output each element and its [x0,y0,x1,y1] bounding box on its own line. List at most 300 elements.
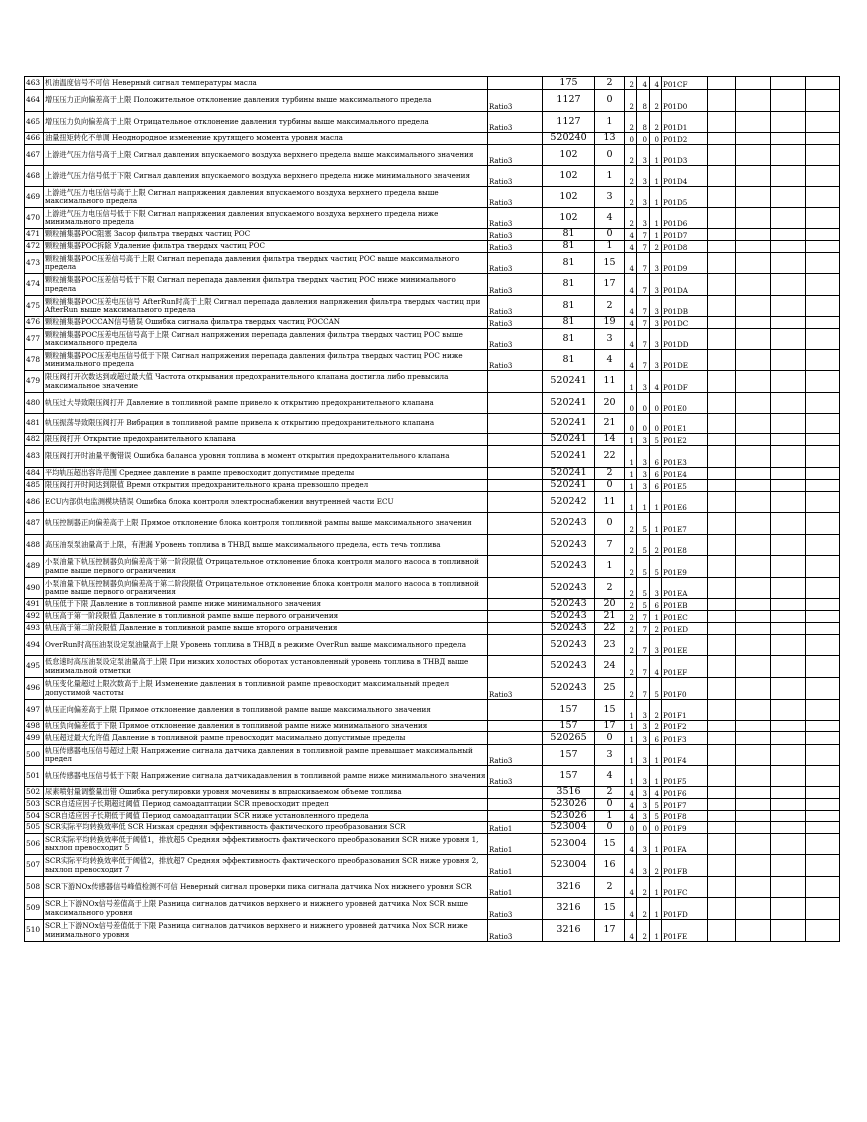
row-number: 475 [25,296,44,317]
row-number: 464 [25,90,44,112]
empty-cell [771,535,806,556]
fault-code: P01E3 [662,446,708,468]
table-row [25,187,840,208]
flag-c: 1 [650,492,662,513]
empty-cell [806,253,840,274]
table-row [25,811,840,822]
fault-code: P01D1 [662,112,708,133]
flag-b: 3 [637,766,650,787]
fmi: 4 [595,208,625,229]
flag-a: 2 [625,623,637,635]
ratio: Ratio3 [488,678,543,700]
row-number: 487 [25,513,44,535]
fmi: 1 [595,112,625,133]
flag-a: 4 [625,877,637,898]
fault-code: P01EA [662,578,708,599]
spn: 520243 [543,578,595,599]
empty-cell [708,492,736,513]
flag-a: 4 [625,787,637,799]
empty-cell [736,145,771,166]
flag-b: 5 [637,556,650,578]
flag-c: 5 [650,678,662,700]
empty-cell [736,329,771,350]
flag-b: 7 [637,317,650,329]
flag-b: 3 [637,145,650,166]
row-number: 494 [25,635,44,656]
empty-cell [736,90,771,112]
empty-cell [771,434,806,446]
empty-cell [806,556,840,578]
flag-b: 8 [637,112,650,133]
table-row [25,317,840,329]
flag-a: 4 [625,296,637,317]
fmi: 3 [595,745,625,766]
ratio: Ratio3 [488,241,543,253]
empty-cell [708,766,736,787]
description: 轨压传感器电压信号低于下限 Напряжение сигнала датчикадавления в топливной рампе ниже минимального значения [44,766,488,787]
spn: 81 [543,350,595,371]
empty-cell [708,721,736,732]
description: 轨压超过最大允许值 Давление в топливной рампе превосходит масимально допустимые пределы [44,732,488,745]
flag-b: 3 [637,434,650,446]
empty-cell [806,799,840,811]
table-row [25,492,840,513]
empty-cell [806,599,840,611]
spn: 102 [543,145,595,166]
empty-cell [806,877,840,898]
empty-cell [708,535,736,556]
table-row [25,446,840,468]
empty-cell [708,393,736,414]
empty-cell [771,274,806,296]
empty-cell [771,855,806,877]
flag-a: 2 [625,187,637,208]
ratio [488,556,543,578]
empty-cell [806,513,840,535]
empty-cell [771,513,806,535]
flag-b: 5 [637,513,650,535]
empty-cell [736,578,771,599]
empty-cell [771,611,806,623]
empty-cell [708,920,736,942]
fmi: 16 [595,855,625,877]
empty-cell [736,241,771,253]
empty-cell [708,274,736,296]
table-row [25,208,840,229]
flag-c: 0 [650,133,662,145]
description: 颗粒捕集器POC压差电压信号高于上限 Сигнал напряжения перепада давления фильтра твердых частиц POC выше максимального предела [44,329,488,350]
table-row [25,468,840,480]
empty-cell [806,898,840,920]
spn: 157 [543,766,595,787]
fault-code: P01DE [662,350,708,371]
flag-a: 4 [625,920,637,942]
empty-cell [806,480,840,492]
description: 颗粒捕集器POC阻塞 Засор фильтра твердых частиц POC [44,229,488,241]
flag-b: 7 [637,350,650,371]
empty-cell [771,920,806,942]
description: 颗粒捕集器POC压差电压信号 AfterRun时高于上限 Сигнал перепада давления напряжения фильтра твердых частиц при AfterRun выше максимального предела [44,296,488,317]
flag-b: 0 [637,393,650,414]
flag-c: 1 [650,208,662,229]
empty-cell [806,371,840,393]
empty-cell [708,611,736,623]
table-row [25,822,840,834]
fmi: 14 [595,434,625,446]
table-row [25,678,840,700]
flag-b: 0 [637,822,650,834]
flag-b: 5 [637,535,650,556]
flag-b: 7 [637,229,650,241]
flag-a: 2 [625,635,637,656]
empty-cell [708,296,736,317]
empty-cell [771,787,806,799]
flag-c: 6 [650,732,662,745]
row-number: 470 [25,208,44,229]
flag-a: 2 [625,166,637,187]
table-row [25,90,840,112]
empty-cell [771,877,806,898]
fmi: 2 [595,468,625,480]
empty-cell [736,787,771,799]
table-row [25,393,840,414]
fmi: 4 [595,766,625,787]
spn: 520243 [543,656,595,678]
empty-cell [771,371,806,393]
description: 轨压振荡导致限压阀打开 Вибрация в топливной рампе привела к открытию предохранительного клапана [44,414,488,434]
empty-cell [708,513,736,535]
flag-c: 2 [650,90,662,112]
table-row [25,578,840,599]
empty-cell [771,296,806,317]
fmi: 0 [595,822,625,834]
table-row [25,799,840,811]
fmi: 0 [595,229,625,241]
flag-a: 4 [625,799,637,811]
flag-b: 3 [637,811,650,822]
ratio [488,721,543,732]
fmi: 25 [595,678,625,700]
empty-cell [736,700,771,721]
spn: 102 [543,187,595,208]
flag-a: 1 [625,700,637,721]
empty-cell [736,274,771,296]
flag-c: 1 [650,877,662,898]
flag-c: 6 [650,446,662,468]
ratio: Ratio3 [488,112,543,133]
flag-c: 3 [650,635,662,656]
empty-cell [708,877,736,898]
spn: 1127 [543,90,595,112]
spn: 3216 [543,920,595,942]
flag-a: 2 [625,77,637,90]
flag-b: 3 [637,480,650,492]
empty-cell [708,745,736,766]
empty-cell [771,578,806,599]
empty-cell [806,721,840,732]
empty-cell [736,556,771,578]
spn: 520243 [543,678,595,700]
empty-cell [708,480,736,492]
ratio [488,468,543,480]
description: 上游进气压力电压信号高于上限 Сигнал напряжения давления впускаемого воздуха верхнего предела выше максимального предела [44,187,488,208]
description: 限压阀打开次数达到或超过最大值 Частота открывания предохранительного клапана достигла либо превысила максимальное значение [44,371,488,393]
flag-b: 7 [637,274,650,296]
empty-cell [708,468,736,480]
flag-c: 3 [650,578,662,599]
flag-c: 3 [650,253,662,274]
fmi: 17 [595,920,625,942]
fmi: 20 [595,599,625,611]
flag-c: 6 [650,599,662,611]
row-number: 489 [25,556,44,578]
spn: 520241 [543,480,595,492]
table-row [25,623,840,635]
flag-c: 2 [650,623,662,635]
fault-code: P01EE [662,635,708,656]
spn: 523004 [543,834,595,855]
flag-a: 4 [625,855,637,877]
fault-code: P01D2 [662,133,708,145]
fmi: 2 [595,77,625,90]
ratio: Ratio1 [488,855,543,877]
row-number: 469 [25,187,44,208]
row-number: 479 [25,371,44,393]
fmi: 0 [595,799,625,811]
flag-c: 0 [650,414,662,434]
row-number: 495 [25,656,44,678]
empty-cell [736,799,771,811]
empty-cell [708,241,736,253]
row-number: 503 [25,799,44,811]
empty-cell [736,898,771,920]
fmi: 4 [595,350,625,371]
empty-cell [708,656,736,678]
table-row [25,371,840,393]
description: SCR实际平均转换效率低于阈值2，排放超7 Средняя эффективность фактического преобразования SCR ниже уровня 2, выхлоп превосходит 7 [44,855,488,877]
empty-cell [736,721,771,732]
empty-cell [806,329,840,350]
fault-code: P01F0 [662,678,708,700]
empty-cell [708,599,736,611]
ratio [488,732,543,745]
ratio: Ratio3 [488,745,543,766]
fault-code: P01F8 [662,811,708,822]
empty-cell [771,468,806,480]
spn: 81 [543,253,595,274]
spn: 3216 [543,898,595,920]
spn: 520242 [543,492,595,513]
fmi: 17 [595,274,625,296]
ratio: Ratio3 [488,253,543,274]
fmi: 0 [595,480,625,492]
empty-cell [806,296,840,317]
flag-c: 1 [650,898,662,920]
empty-cell [708,90,736,112]
flag-b: 3 [637,721,650,732]
flag-b: 0 [637,414,650,434]
flag-c: 5 [650,799,662,811]
flag-b: 7 [637,241,650,253]
empty-cell [806,822,840,834]
fault-code: P01FE [662,920,708,942]
empty-cell [771,187,806,208]
description: 轨压负向偏差低于下限 Прямое отклонение давления в топливной рампе ниже минимального значения [44,721,488,732]
fault-code: P01D9 [662,253,708,274]
flag-a: 1 [625,492,637,513]
flag-b: 7 [637,296,650,317]
row-number: 476 [25,317,44,329]
empty-cell [806,811,840,822]
table-row [25,434,840,446]
empty-cell [771,732,806,745]
flag-a: 4 [625,350,637,371]
flag-c: 1 [650,187,662,208]
fault-code: P01E0 [662,393,708,414]
empty-cell [806,635,840,656]
empty-cell [771,556,806,578]
flag-b: 3 [637,166,650,187]
empty-cell [771,811,806,822]
flag-a: 0 [625,414,637,434]
description: SCR实际平均转换效率低 SCR Низкая средняя эффективность фактического преобразования SCR [44,822,488,834]
empty-cell [771,329,806,350]
ratio [488,656,543,678]
fmi: 3 [595,187,625,208]
empty-cell [771,133,806,145]
fmi: 11 [595,371,625,393]
empty-cell [771,898,806,920]
empty-cell [771,745,806,766]
row-number: 504 [25,811,44,822]
empty-cell [771,229,806,241]
empty-cell [736,811,771,822]
fmi: 0 [595,90,625,112]
empty-cell [771,145,806,166]
flag-c: 2 [650,535,662,556]
empty-cell [771,393,806,414]
empty-cell [806,393,840,414]
row-number: 488 [25,535,44,556]
spn: 520243 [543,599,595,611]
description: 轨压传感器电压信号超过上限 Напряжение сигнала датчика давления в топливной рампе превышает максимальный предел [44,745,488,766]
empty-cell [806,656,840,678]
empty-cell [708,133,736,145]
empty-cell [708,166,736,187]
row-number: 473 [25,253,44,274]
spn: 81 [543,296,595,317]
fmi: 23 [595,635,625,656]
spn: 520243 [543,611,595,623]
empty-cell [708,799,736,811]
table-row [25,599,840,611]
description: 颗粒捕集器POC压差电压信号低于下限 Сигнал напряжения перепада давления фильтра твердых частиц POC ниже минимального предела [44,350,488,371]
fmi: 2 [595,877,625,898]
fault-code: P01F6 [662,787,708,799]
flag-b: 7 [637,656,650,678]
empty-cell [806,274,840,296]
row-number: 474 [25,274,44,296]
table-row [25,834,840,855]
spn: 523026 [543,811,595,822]
flag-c: 3 [650,296,662,317]
flag-a: 4 [625,253,637,274]
spn: 157 [543,700,595,721]
empty-cell [771,166,806,187]
fault-code: P01D8 [662,241,708,253]
table-row [25,700,840,721]
empty-cell [806,229,840,241]
empty-cell [806,535,840,556]
fmi: 0 [595,145,625,166]
flag-c: 2 [650,855,662,877]
empty-cell [806,77,840,90]
row-number: 478 [25,350,44,371]
flag-b: 2 [637,920,650,942]
description: 上游进气压力电压信号低于下限 Сигнал напряжения давления впускаемого воздуха верхнего предела ниже минимального предела [44,208,488,229]
flag-a: 4 [625,241,637,253]
empty-cell [736,112,771,133]
table-row [25,329,840,350]
flag-c: 1 [650,229,662,241]
ratio: Ratio3 [488,208,543,229]
table-row [25,133,840,145]
table-row [25,112,840,133]
empty-cell [806,468,840,480]
fault-code: P01F4 [662,745,708,766]
fmi: 15 [595,253,625,274]
empty-cell [771,253,806,274]
description: 增压压力正向偏差高于上限 Положительное отклонение давления турбины выше максимального предела [44,90,488,112]
description: 颗粒捕集器POC压差信号高于上限 Сигнал перепада давления фильтра твердых частиц POC выше максимального предела [44,253,488,274]
empty-cell [806,414,840,434]
spn: 175 [543,77,595,90]
empty-cell [806,434,840,446]
flag-c: 1 [650,920,662,942]
empty-cell [708,317,736,329]
flag-c: 3 [650,329,662,350]
empty-cell [736,253,771,274]
fmi: 21 [595,611,625,623]
ratio [488,446,543,468]
fault-code: P01DA [662,274,708,296]
flag-c: 1 [650,166,662,187]
table-row [25,350,840,371]
table-row [25,745,840,766]
row-number: 480 [25,393,44,414]
table-row [25,656,840,678]
spn: 81 [543,229,595,241]
empty-cell [806,112,840,133]
description: 小泵油量下轨压控制器负向偏差高于第二阶段限值 Отрицательное отклонение блока контроля малого насоса в топливной рампе выше первого ограничения [44,578,488,599]
table-row [25,635,840,656]
flag-b: 3 [637,834,650,855]
description: SCR下游NOx传感器信号峰值检测不可信 Неверный сигнал проверки пика сигнала датчика Nox нижнего уровня SCR [44,877,488,898]
empty-cell [771,480,806,492]
flag-b: 3 [637,799,650,811]
row-number: 496 [25,678,44,700]
empty-cell [736,414,771,434]
empty-cell [771,822,806,834]
empty-cell [736,920,771,942]
fmi: 7 [595,535,625,556]
empty-cell [736,513,771,535]
empty-cell [806,678,840,700]
ratio [488,513,543,535]
empty-cell [736,350,771,371]
row-number: 510 [25,920,44,942]
ratio [488,492,543,513]
